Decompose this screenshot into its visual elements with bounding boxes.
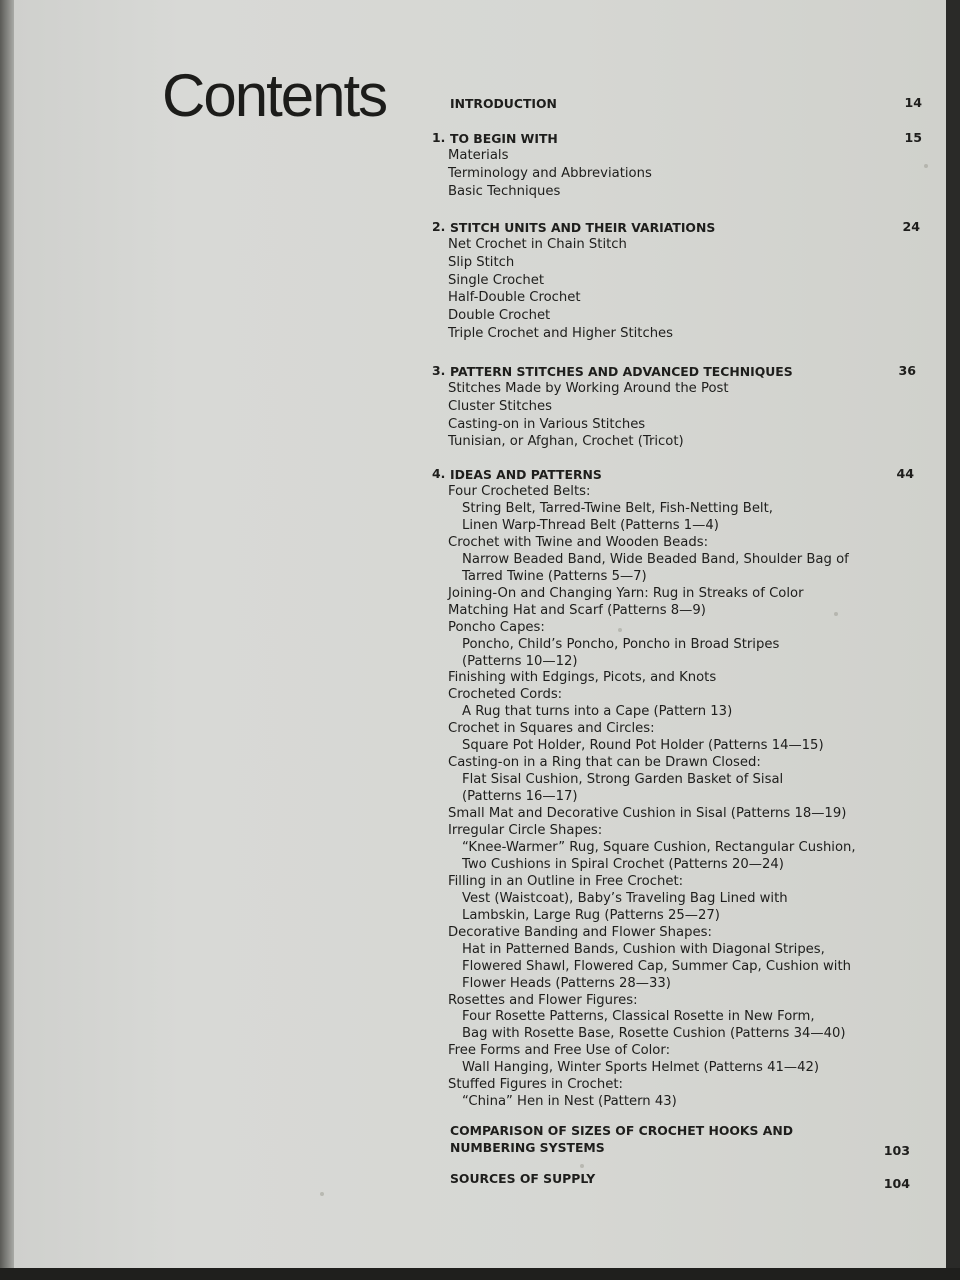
section-number: 1. <box>432 130 446 145</box>
toc-item: Stuffed Figures in Crochet: <box>448 1077 623 1093</box>
toc-item: Half-Double Crochet <box>448 290 581 306</box>
toc-item: Decorative Banding and Flower Shapes: <box>448 924 712 940</box>
toc-item: Four Crocheted Belts: <box>448 484 591 499</box>
toc-subitem: Bag with Rosette Base, Rosette Cushion (Patterns 34—40) <box>462 1026 846 1042</box>
toc-item: Crochet in Squares and Circles: <box>448 721 655 737</box>
toc-subitem: Flat Sisal Cushion, Strong Garden Basket of Sisal <box>462 772 784 788</box>
toc-subitem: Two Cushions in Spiral Crochet (Patterns 20—24) <box>462 856 784 872</box>
toc-item: Joining-On and Changing Yarn: Rug in Streaks of Color <box>448 585 804 601</box>
toc-subitem: Tarred Twine (Patterns 5—7) <box>462 568 647 584</box>
toc-item: Crocheted Cords: <box>448 687 563 703</box>
book-page <box>14 0 946 1268</box>
toc-item: Free Forms and Free Use of Color: <box>448 1043 671 1059</box>
toc-subitem: Narrow Beaded Band, Wide Beaded Band, Shoulder Bag of <box>462 551 849 567</box>
book-spine <box>0 0 14 1280</box>
toc-subitem: Flowered Shawl, Flowered Cap, Summer Cap, Cushion with <box>462 958 851 974</box>
toc-item: Double Crochet <box>448 308 551 324</box>
toc-item: Finishing with Edgings, Picots, and Knots <box>448 670 717 686</box>
toc-subitem: “Knee-Warmer” Rug, Square Cushion, Rectangular Cushion, <box>462 839 856 855</box>
toc-subitem: (Patterns 16—17) <box>462 789 578 805</box>
toc-subitem: “China” Hen in Nest (Pattern 43) <box>462 1094 677 1110</box>
toc-item: Slip Stitch <box>448 254 515 270</box>
section-heading: SOURCES OF SUPPLY <box>450 1171 596 1186</box>
toc-item: Casting-on in a Ring that can be Drawn Closed: <box>448 755 761 771</box>
toc-subitem: A Rug that turns into a Cape (Pattern 13) <box>462 704 733 720</box>
page-number: 15 <box>904 130 922 145</box>
toc-subitem: String Belt, Tarred-Twine Belt, Fish-Netting Belt, <box>462 500 773 516</box>
toc-subitem: Square Pot Holder, Round Pot Holder (Patterns 14—15) <box>462 738 824 754</box>
page-number: 103 <box>883 1143 910 1158</box>
toc-item: Casting-on in Various Stitches <box>448 416 646 432</box>
toc-item: Terminology and Abbreviations <box>448 165 652 181</box>
toc-item: Net Crochet in Chain Stitch <box>448 237 627 252</box>
section-number: 4. <box>432 466 446 481</box>
toc-item: Materials <box>448 148 509 163</box>
toc-subitem: Lambskin, Large Rug (Patterns 25—27) <box>462 907 720 923</box>
toc-subitem: Four Rosette Patterns, Classical Rosette in New Form, <box>462 1009 815 1025</box>
toc-subitem: (Patterns 10—12) <box>462 653 578 669</box>
toc-item: Rosettes and Flower Figures: <box>448 992 638 1008</box>
page-title: Contents <box>162 62 387 129</box>
toc-item: Irregular Circle Shapes: <box>448 823 603 838</box>
page-number: 24 <box>902 219 920 234</box>
toc-subitem: Flower Heads (Patterns 28—33) <box>462 975 671 991</box>
page-number: 44 <box>896 466 914 481</box>
section-heading: COMPARISON OF SIZES OF CROCHET HOOKS AND <box>450 1123 794 1138</box>
toc-subitem: Poncho, Child’s Poncho, Poncho in Broad Stripes <box>462 636 780 652</box>
section-heading-continued: NUMBERING SYSTEMS <box>450 1140 605 1155</box>
toc-item: Basic Techniques <box>448 183 561 199</box>
toc-item: Tunisian, or Afghan, Crochet (Tricot) <box>448 434 684 450</box>
section-number: 2. <box>432 219 446 234</box>
toc-item: Crochet with Twine and Wooden Beads: <box>448 534 709 550</box>
section-heading: PATTERN STITCHES AND ADVANCED TECHNIQUES <box>450 364 793 379</box>
toc-item: Small Mat and Decorative Cushion in Sisal (Patterns 18—19) <box>448 806 847 822</box>
section-heading: INTRODUCTION <box>450 96 557 111</box>
page-number: 36 <box>898 363 916 378</box>
toc-subitem: Wall Hanging, Winter Sports Helmet (Patterns 41—42) <box>462 1060 819 1076</box>
page-number: 104 <box>883 1176 910 1191</box>
page-number: 14 <box>904 95 922 110</box>
toc-item: Matching Hat and Scarf (Patterns 8—9) <box>448 602 706 618</box>
toc-subitem: Hat in Patterned Bands, Cushion with Diagonal Stripes, <box>462 941 825 957</box>
section-heading: IDEAS AND PATTERNS <box>450 467 602 482</box>
toc-item: Single Crochet <box>448 272 545 288</box>
toc-item: Triple Crochet and Higher Stitches <box>448 326 674 341</box>
toc-item: Cluster Stitches <box>448 398 552 414</box>
page-bottom-edge <box>0 1268 960 1280</box>
toc-item: Filling in an Outline in Free Crochet: <box>448 873 684 889</box>
toc-item: Stitches Made by Working Around the Post <box>448 381 729 396</box>
toc-subitem: Linen Warp-Thread Belt (Patterns 1—4) <box>462 517 719 533</box>
section-number: 3. <box>432 363 446 378</box>
section-heading: TO BEGIN WITH <box>450 131 558 146</box>
section-heading: STITCH UNITS AND THEIR VARIATIONS <box>450 220 716 235</box>
toc-item: Poncho Capes: <box>448 619 545 635</box>
toc-subitem: Vest (Waistcoat), Baby’s Traveling Bag Lined with <box>462 890 788 906</box>
